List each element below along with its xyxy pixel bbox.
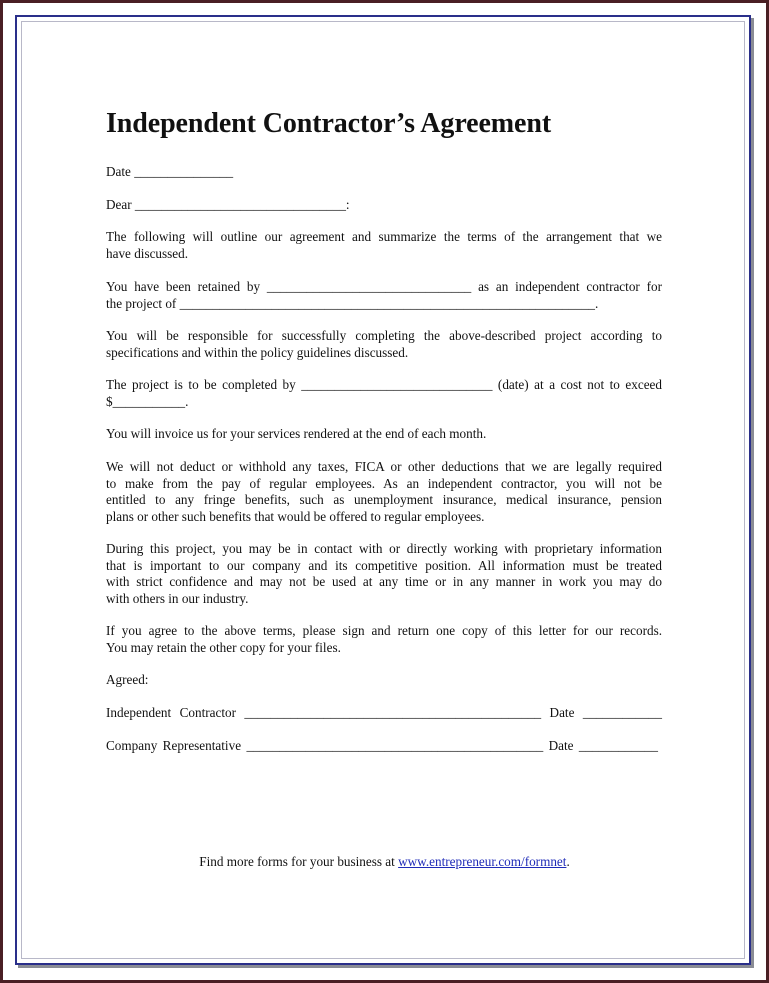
paragraph-outline <box>106 229 662 262</box>
paragraph-line: The following will outline our agreement and summarize the terms of the arrangement that we <box>106 229 662 244</box>
paragraph-line: with strict confidence and may not be used at any time or in any manner in work you may do <box>106 574 662 589</box>
paragraph-line: to make from the pay of regular employees. As an independent contractor, you will not be <box>106 475 662 491</box>
paragraph-taxes <box>106 459 662 525</box>
paragraph-responsible <box>106 328 662 361</box>
contractor-signature-line: Independent Contractor _____________________________________________ Date ____________ <box>106 705 662 720</box>
agreed-label: Agreed: <box>106 672 149 687</box>
footer-suffix: . <box>566 854 570 869</box>
footer <box>0 854 769 871</box>
paragraph-line: that is important to our company and its competitive position. All information must be treated <box>106 557 662 573</box>
paragraph-line: specifications and within the policy guidelines discussed. <box>106 344 409 360</box>
paragraph-line: with others in our industry. <box>106 590 249 606</box>
paragraph-line: You will be responsible for successfully completing the above-described project according to <box>106 328 662 343</box>
paragraph-line: plans or other such benefits that would be offered to regular employees. <box>106 508 485 524</box>
paragraph-line: entitled to any fringe benefits, such as unemployment insurance, medical insurance, pension <box>106 492 662 507</box>
paragraph-retained <box>106 279 662 312</box>
representative-signature-line: Company Representative _____________________________________________ Date ____________ <box>106 738 658 753</box>
paragraph-line: have discussed. <box>106 245 189 261</box>
date-line: Date _______________ <box>106 164 234 179</box>
paragraph-invoice: You will invoice us for your services rendered at the end of each month. <box>106 426 487 441</box>
paragraph-line: During this project, you may be in contact with or directly working with proprietary information <box>106 541 662 556</box>
paragraph-completion <box>106 377 662 410</box>
dear-line: Dear ________________________________: <box>106 197 350 212</box>
document-title: Independent Contractor’s Agreement <box>106 108 552 139</box>
formnet-link[interactable]: www.entrepreneur.com/formnet <box>398 854 567 869</box>
paragraph-line: You have been retained by _______________________________ as an independent contractor for <box>106 279 662 294</box>
paragraph-line: $___________. <box>106 393 189 409</box>
paragraph-confidentiality <box>106 541 662 607</box>
paragraph-sign-return <box>106 623 662 656</box>
paragraph-line: If you agree to the above terms, please sign and return one copy of this letter for our records. <box>106 623 662 638</box>
footer-text: Find more forms for your business at <box>199 854 399 869</box>
paragraph-line: You may retain the other copy for your files. <box>106 639 341 655</box>
paragraph-line: We will not deduct or withhold any taxes, FICA or other deductions that we are legally required <box>106 459 662 474</box>
paragraph-line: The project is to be completed by _____________________________ (date) at a cost not to exceed <box>106 377 662 392</box>
paragraph-line: the project of _______________________________________________________________. <box>106 295 599 311</box>
